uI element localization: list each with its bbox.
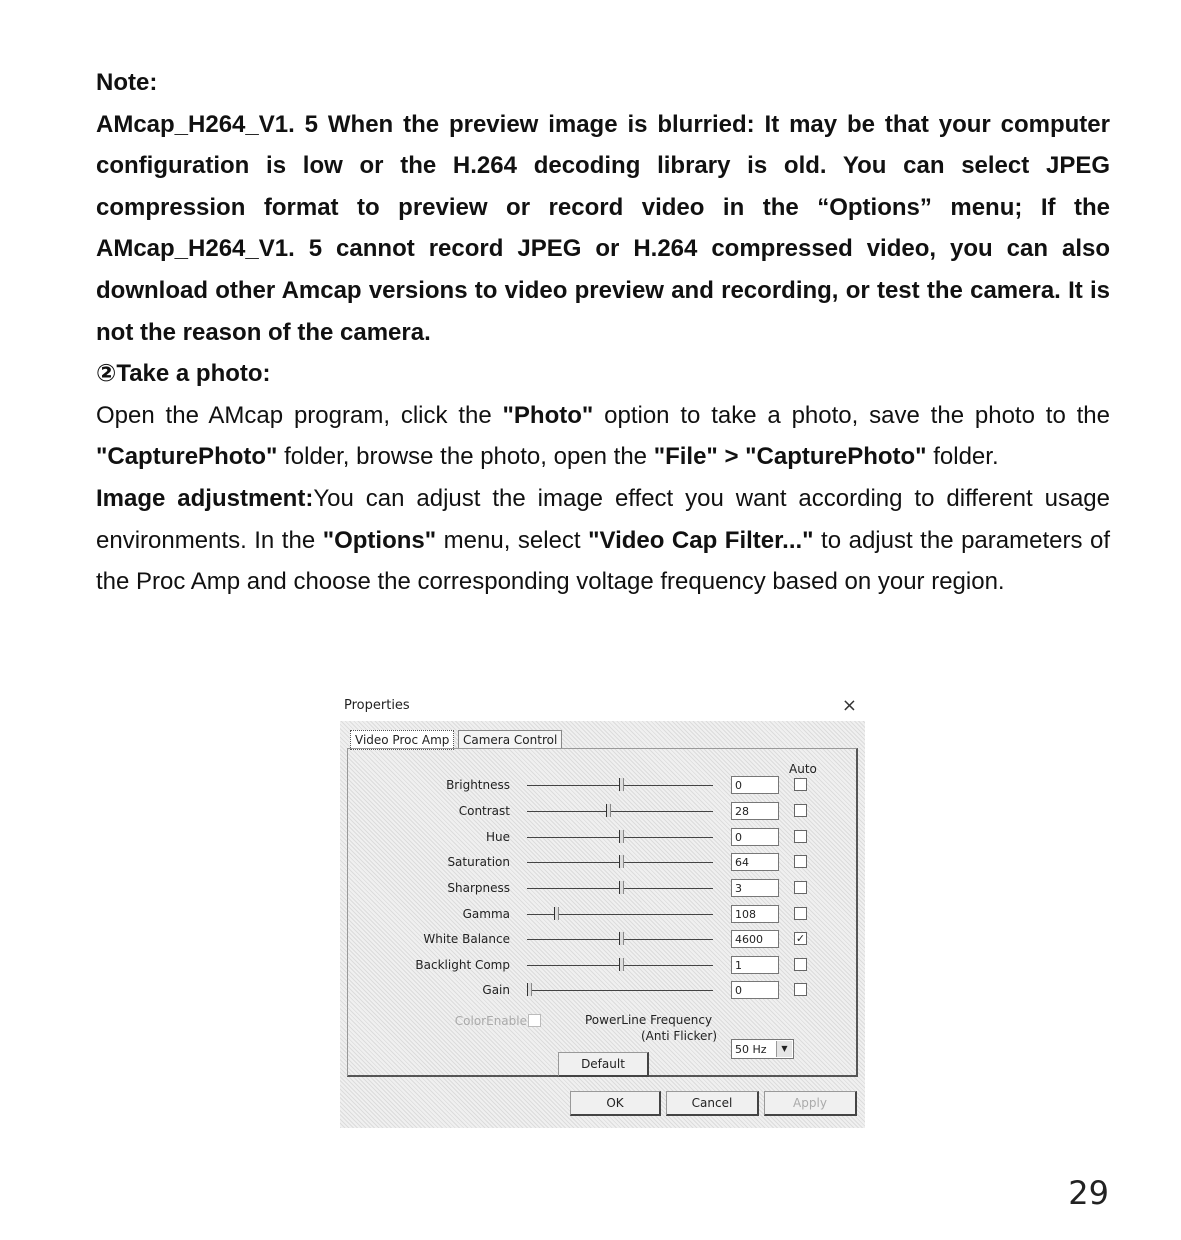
photo-option-ref: "Photo" xyxy=(502,401,594,429)
value-field[interactable]: 0 xyxy=(731,776,779,794)
default-button[interactable]: Default xyxy=(558,1052,649,1077)
property-label: Contrast xyxy=(458,804,510,818)
ok-button[interactable]: OK xyxy=(570,1091,661,1116)
slider-track[interactable] xyxy=(527,990,713,991)
auto-checkbox[interactable] xyxy=(794,907,807,920)
property-label: Sharpness xyxy=(447,881,510,895)
tab-camera-control[interactable]: Camera Control xyxy=(458,730,562,749)
tab-video-proc-amp[interactable]: Video Proc Amp xyxy=(350,730,454,750)
auto-column-header: Auto xyxy=(789,762,817,776)
property-label: Hue xyxy=(485,830,510,844)
powerline-sublabel: (Anti Flicker) xyxy=(641,1029,718,1043)
property-label: Saturation xyxy=(447,855,510,869)
property-row xyxy=(340,852,865,876)
auto-checkbox[interactable] xyxy=(794,958,807,971)
take-photo-text-3: folder, browse the photo, open the xyxy=(277,443,654,471)
slider-thumb[interactable] xyxy=(527,983,532,996)
powerline-select[interactable] xyxy=(731,1039,794,1059)
auto-checkbox[interactable] xyxy=(794,983,807,996)
slider-thumb[interactable] xyxy=(554,907,559,920)
auto-checkbox[interactable]: ✓ xyxy=(795,932,806,945)
take-photo-paragraph xyxy=(96,395,1110,478)
property-label: White Balance xyxy=(423,932,510,946)
slider-thumb[interactable] xyxy=(619,830,624,843)
property-row xyxy=(340,955,865,979)
note-section xyxy=(96,62,1110,603)
take-photo-heading: ②Take a photo: xyxy=(96,360,271,388)
color-enable-checkbox[interactable] xyxy=(528,1014,541,1027)
image-adjust-text-3: to adjust the parameters of the Proc Amp and choose the corresponding voltage frequency based on your region. xyxy=(96,526,1110,596)
slider-thumb[interactable] xyxy=(619,855,624,868)
cancel-button[interactable]: Cancel xyxy=(666,1091,759,1116)
note-heading: Note: xyxy=(96,69,158,96)
slider-thumb[interactable] xyxy=(619,958,624,971)
auto-checkbox[interactable] xyxy=(794,830,807,843)
note-paragraph: AMcap_H264_V1. 5 When the preview image is blurried: It may be that your computer configuration is low or the H.264 decoding library is old. You can select JPEG compression format to preview or record video in the “Options” menu; If the AMcap_H264_V1. 5 cannot record JPEG or H.264 compressed video, you can also download other Amcap versions to video preview and recording, or test the camera. It is not the reason of the camera. xyxy=(96,110,1110,346)
value-field[interactable]: 108 xyxy=(731,905,779,923)
dialog-title: Properties xyxy=(344,698,410,713)
value-field[interactable]: 3 xyxy=(731,879,779,897)
auto-checkbox[interactable] xyxy=(794,881,807,894)
image-adjust-text-1: You can adjust the image effect you want according to different usage environments. In the xyxy=(96,484,1110,554)
powerline-value: 50 Hz xyxy=(735,1043,767,1056)
auto-checkbox[interactable] xyxy=(794,855,807,868)
value-field[interactable]: 4600 xyxy=(731,930,779,948)
slider-thumb[interactable] xyxy=(619,932,624,945)
property-label: Gamma xyxy=(462,907,510,921)
dialog-body xyxy=(340,721,865,1128)
slider-thumb[interactable] xyxy=(619,881,624,894)
take-photo-text-4: folder. xyxy=(926,443,999,471)
auto-checkbox[interactable] xyxy=(794,804,807,817)
property-row xyxy=(340,775,865,799)
slider-thumb[interactable] xyxy=(606,804,611,817)
take-photo-text-1: Open the AMcap program, click the xyxy=(96,401,503,429)
powerline-label: PowerLine Frequency xyxy=(585,1013,713,1027)
property-label: Brightness xyxy=(446,778,510,792)
image-adjust-text-2: menu, select xyxy=(436,526,589,554)
property-label: Gain xyxy=(482,983,510,997)
value-field[interactable]: 64 xyxy=(731,853,779,871)
capturephoto-folder-ref: "CapturePhoto" xyxy=(96,443,278,471)
value-field[interactable]: 28 xyxy=(731,802,779,820)
property-row xyxy=(340,904,865,928)
color-enable-label: ColorEnable xyxy=(454,1014,527,1028)
property-row xyxy=(340,878,865,902)
video-cap-filter-ref: "Video Cap Filter..." xyxy=(588,526,814,554)
take-photo-text-2: option to take a photo, save the photo to the xyxy=(593,401,1110,429)
close-icon[interactable]: × xyxy=(841,695,857,716)
property-row xyxy=(340,827,865,851)
file-capturephoto-ref: "File" > "CapturePhoto" xyxy=(653,443,927,471)
page-number: 29 xyxy=(1068,1174,1109,1212)
image-adjust-label: Image adjustment: xyxy=(96,484,314,512)
value-field[interactable]: 1 xyxy=(731,956,779,974)
property-row xyxy=(340,980,865,1004)
apply-button[interactable]: Apply xyxy=(764,1091,857,1116)
image-adjust-paragraph xyxy=(96,478,1110,603)
property-row xyxy=(340,929,865,953)
chevron-down-icon[interactable]: ▼ xyxy=(776,1041,792,1057)
auto-checkbox[interactable] xyxy=(794,778,807,791)
property-row xyxy=(340,801,865,825)
options-menu-ref: "Options" xyxy=(322,526,437,554)
property-label: Backlight Comp xyxy=(415,958,510,972)
properties-dialog xyxy=(340,693,865,1128)
slider-thumb[interactable] xyxy=(619,778,624,791)
value-field[interactable]: 0 xyxy=(731,981,779,999)
value-field[interactable]: 0 xyxy=(731,828,779,846)
slider-track[interactable] xyxy=(527,811,713,812)
